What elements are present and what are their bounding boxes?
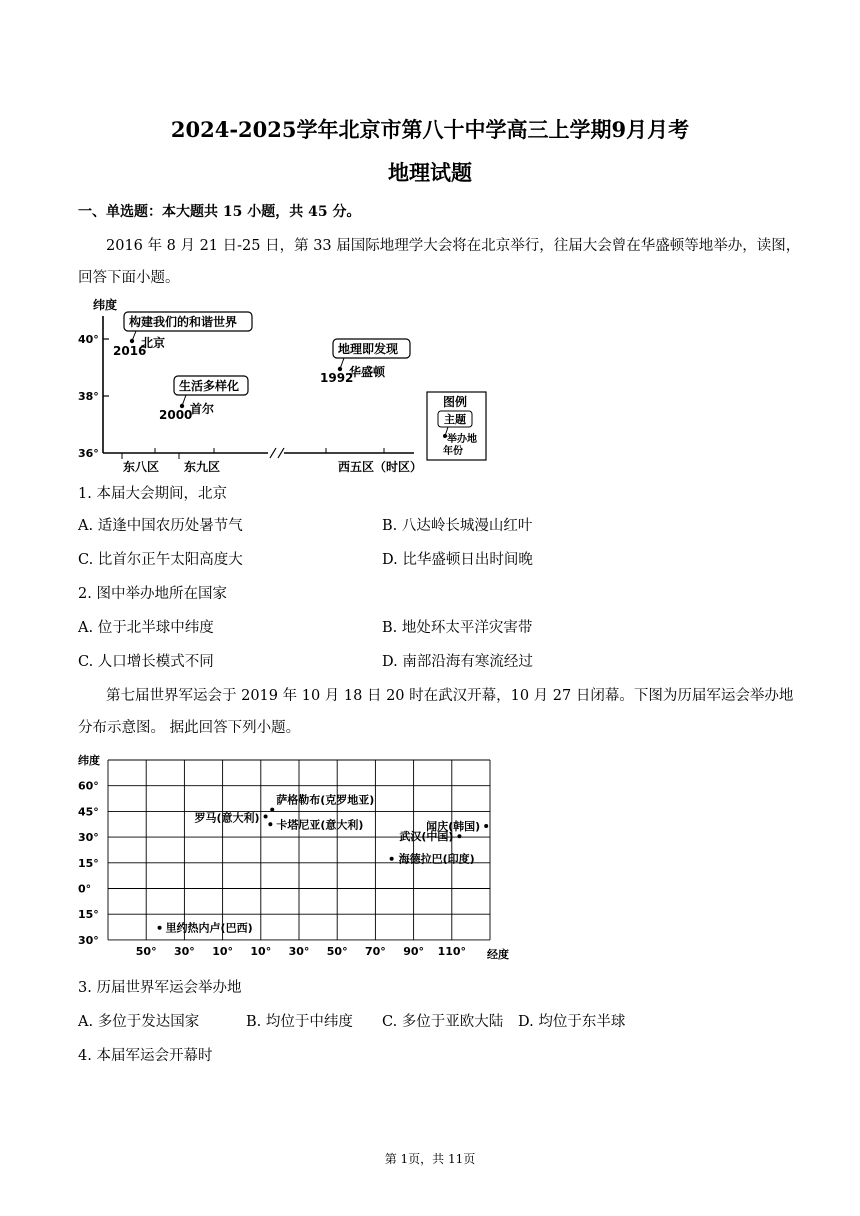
q1-option-a[interactable]: A. 适逢中国农历处暑节气 (78, 518, 243, 534)
beijing-theme: 构建我们的和谐世界 (129, 315, 238, 329)
fig2-xlabel: 经度 (487, 948, 509, 961)
legend-place: 举办地 (447, 434, 477, 445)
document-title: 2024-2025学年北京市第八十中学高三上学期9月月考 (170, 117, 690, 142)
fig1-ylabel: 纬度 (93, 298, 118, 312)
fig2-ytick: 0° (78, 882, 92, 896)
fig2-xtick: 110° (437, 944, 467, 958)
fig1-xlabel-west5: 西五区（时区） (338, 460, 423, 474)
host-city-label: 武汉(中国) (399, 830, 454, 844)
fig2-ytick: 30° (78, 933, 99, 947)
fig2-xtick: 30° (173, 944, 195, 958)
intro-2-line-2: 分布示意图。 据此回答下列小题。 (78, 720, 301, 736)
q3-option-b[interactable]: B. 均位于中纬度 (246, 1014, 353, 1030)
fig1-ytick-36: 36° (78, 447, 99, 460)
q2-option-a[interactable]: A. 位于北半球中纬度 (78, 620, 214, 636)
legend-year: 年份 (443, 446, 463, 457)
fig2-ytick: 60° (78, 779, 99, 793)
congress-location-figure (76, 292, 496, 478)
q3-option-d[interactable]: D. 均位于东半球 (518, 1014, 626, 1030)
beijing-point (130, 339, 134, 343)
host-city-point (484, 824, 488, 828)
intro-1-line-1: 2016 年 8 月 21 日-25 日，第 33 届国际地理学大会将在北京举行，往届大会曾在华盛顿等地举办，读图， (106, 238, 801, 254)
fig2-ytick: 15° (78, 908, 99, 922)
host-city-point (158, 926, 162, 930)
q1-option-c[interactable]: C. 比首尔正午太阳高度大 (78, 552, 243, 568)
q2-option-c[interactable]: C. 人口增长模式不同 (78, 654, 214, 670)
q3-option-a[interactable]: A. 多位于发达国家 (78, 1014, 200, 1030)
fig2-ytick: 45° (78, 805, 99, 819)
seoul-year: 2000 (159, 408, 193, 422)
fig1-ytick-40: 40° (78, 333, 99, 346)
host-city-label: 卡塔尼亚(意大利) (276, 818, 364, 832)
legend-theme: 主题 (444, 413, 466, 426)
fig2-xtick: 30° (288, 944, 310, 958)
question-1: 1. 本届大会期间，北京 (78, 486, 227, 502)
q3-option-c[interactable]: C. 多位于亚欧大陆 (382, 1014, 504, 1030)
washington-theme: 地理即发现 (338, 342, 399, 356)
section-heading: 一、单选题：本大题共 15 小题，共 45 分。 (78, 204, 361, 220)
host-city-label: 罗马(意大利) (194, 811, 260, 825)
q2-option-d[interactable]: D. 南部沿海有寒流经过 (382, 654, 533, 670)
question-3: 3. 历届世界军运会举办地 (78, 980, 242, 996)
fig1-ytick-38: 38° (78, 390, 99, 403)
legend-title: 图例 (443, 395, 468, 409)
q1-option-d[interactable]: D. 比华盛顿日出时间晚 (382, 552, 533, 568)
host-city-point (264, 815, 268, 819)
beijing-year: 2016 (113, 344, 147, 358)
q1-option-b[interactable]: B. 八达岭长城漫山红叶 (382, 518, 533, 534)
document-subtitle: 地理试题 (388, 160, 472, 185)
intro-1-line-2: 回答下面小题。 (78, 270, 180, 286)
seoul-label: 首尔 (190, 402, 215, 416)
fig2-xtick: 10° (212, 944, 234, 958)
fig2-ytick: 30° (78, 831, 99, 845)
fig2-xtick: 90° (403, 944, 425, 958)
host-city-label: 里约热内卢(巴西) (165, 921, 253, 935)
fig2-ylabel: 纬度 (78, 754, 100, 767)
host-city-point (390, 857, 394, 861)
page-footer: 第 1页，共 11页 (384, 1152, 476, 1166)
host-city-label: 萨格勒布(克罗地亚) (276, 793, 375, 807)
fig1-xlabel-east9: 东九区 (184, 460, 221, 474)
host-city-point (457, 834, 461, 838)
washington-label: 华盛顿 (349, 365, 386, 379)
fig2-ytick: 15° (78, 856, 99, 870)
host-city-label: 闻庆(韩国) (426, 819, 481, 833)
fig1-xlabel-east8: 东八区 (123, 460, 160, 474)
host-city-label: 海德拉巴(印度) (398, 852, 475, 866)
question-4: 4. 本届军运会开幕时 (78, 1048, 213, 1064)
beijing-label: 北京 (141, 336, 166, 350)
question-2: 2. 图中举办地所在国家 (78, 586, 227, 602)
q2-option-b[interactable]: B. 地处环太平洋灾害带 (382, 620, 533, 636)
fig2-xtick: 70° (364, 944, 386, 958)
host-city-point (270, 808, 274, 812)
fig2-xtick: 10° (250, 944, 272, 958)
fig2-xtick: 50° (135, 944, 157, 958)
military-games-map (76, 748, 516, 966)
washington-year: 1992 (320, 371, 354, 385)
fig2-xtick: 50° (326, 944, 348, 958)
intro-2-line-1: 第七届世界军运会于 2019 年 10 月 18 日 20 时在武汉开幕，10 月 27 日闭幕。下图为历届军运会举办地 (106, 688, 794, 704)
seoul-theme: 生活多样化 (179, 379, 240, 393)
host-city-point (268, 822, 272, 826)
